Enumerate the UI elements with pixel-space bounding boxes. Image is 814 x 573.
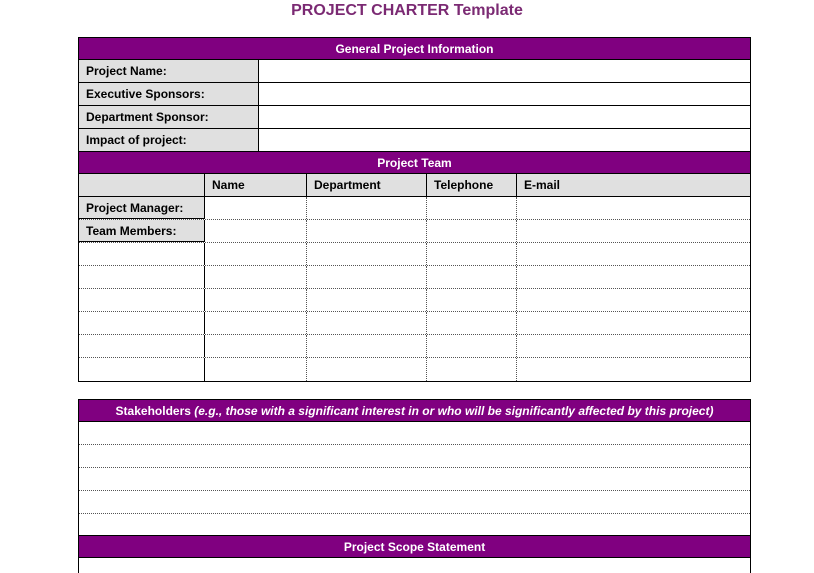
project-manager-label: Project Manager: bbox=[79, 197, 205, 219]
member-name-cell[interactable] bbox=[205, 266, 307, 288]
team-row-manager bbox=[79, 197, 750, 220]
member-name-cell[interactable] bbox=[205, 335, 307, 357]
executive-sponsors-row bbox=[79, 83, 750, 106]
team-col-telephone: Telephone bbox=[427, 174, 517, 196]
stakeholders-section bbox=[78, 399, 751, 536]
member-telephone-cell[interactable] bbox=[427, 289, 517, 311]
member-email-cell[interactable] bbox=[517, 289, 750, 311]
stakeholder-line[interactable] bbox=[79, 468, 750, 491]
impact-label: Impact of project: bbox=[79, 129, 259, 151]
team-members-label: Team Members: bbox=[79, 220, 205, 242]
member-department-cell[interactable] bbox=[307, 289, 427, 311]
stakeholders-header-title: Stakeholders bbox=[115, 404, 191, 418]
manager-telephone-cell[interactable] bbox=[427, 197, 517, 219]
team-row bbox=[79, 289, 750, 312]
member-telephone-cell[interactable] bbox=[427, 312, 517, 334]
member-telephone-cell[interactable] bbox=[427, 358, 517, 381]
team-col-department: Department bbox=[307, 174, 427, 196]
member-telephone-cell[interactable] bbox=[427, 243, 517, 265]
team-column-headers bbox=[79, 174, 750, 197]
member-email-cell[interactable] bbox=[517, 266, 750, 288]
charter-form-top bbox=[78, 37, 751, 382]
member-name-cell[interactable] bbox=[205, 220, 307, 242]
impact-row bbox=[79, 129, 750, 152]
stakeholder-line[interactable] bbox=[79, 422, 750, 445]
team-row bbox=[79, 243, 750, 266]
document-title: PROJECT CHARTER Template bbox=[291, 2, 523, 19]
team-role-cell bbox=[79, 312, 205, 334]
member-department-cell[interactable] bbox=[307, 335, 427, 357]
stakeholder-line[interactable] bbox=[79, 491, 750, 514]
team-role-cell bbox=[79, 289, 205, 311]
team-row bbox=[79, 335, 750, 358]
team-role-cell bbox=[79, 335, 205, 357]
member-telephone-cell[interactable] bbox=[427, 266, 517, 288]
team-row bbox=[79, 358, 750, 381]
department-sponsor-field[interactable] bbox=[259, 106, 750, 128]
manager-department-cell[interactable] bbox=[307, 197, 427, 219]
general-info-header: General Project Information bbox=[79, 38, 750, 60]
member-email-cell[interactable] bbox=[517, 358, 750, 381]
team-role-cell bbox=[79, 358, 205, 381]
team-row bbox=[79, 266, 750, 289]
project-name-label: Project Name: bbox=[79, 60, 259, 82]
member-email-cell[interactable] bbox=[517, 243, 750, 265]
member-name-cell[interactable] bbox=[205, 312, 307, 334]
executive-sponsors-field[interactable] bbox=[259, 83, 750, 105]
member-department-cell[interactable] bbox=[307, 243, 427, 265]
member-department-cell[interactable] bbox=[307, 358, 427, 381]
member-email-cell[interactable] bbox=[517, 220, 750, 242]
impact-field[interactable] bbox=[259, 129, 750, 151]
stakeholder-line[interactable] bbox=[79, 445, 750, 468]
stakeholders-header-note: (e.g., those with a significant interest in or who will be significantly affected by this project) bbox=[194, 404, 714, 418]
scope-line[interactable] bbox=[79, 558, 750, 573]
team-role-cell bbox=[79, 243, 205, 265]
stakeholders-header bbox=[79, 400, 750, 422]
project-name-field[interactable] bbox=[259, 60, 750, 82]
member-email-cell[interactable] bbox=[517, 312, 750, 334]
member-department-cell[interactable] bbox=[307, 266, 427, 288]
member-telephone-cell[interactable] bbox=[427, 335, 517, 357]
member-department-cell[interactable] bbox=[307, 220, 427, 242]
project-name-row bbox=[79, 60, 750, 83]
executive-sponsors-label: Executive Sponsors: bbox=[79, 83, 259, 105]
project-team-header: Project Team bbox=[79, 152, 750, 174]
member-telephone-cell[interactable] bbox=[427, 220, 517, 242]
team-col-email: E-mail bbox=[524, 178, 561, 192]
member-name-cell[interactable] bbox=[205, 243, 307, 265]
member-name-cell[interactable] bbox=[205, 289, 307, 311]
member-name-cell[interactable] bbox=[205, 358, 307, 381]
team-col-role bbox=[79, 174, 205, 196]
team-role-cell bbox=[79, 266, 205, 288]
team-col-name: Name bbox=[205, 174, 307, 196]
scope-section bbox=[78, 535, 751, 573]
member-email-cell[interactable] bbox=[517, 335, 750, 357]
department-sponsor-row bbox=[79, 106, 750, 129]
member-department-cell[interactable] bbox=[307, 312, 427, 334]
team-row-members bbox=[79, 220, 750, 243]
manager-email-cell[interactable] bbox=[517, 197, 750, 219]
department-sponsor-label: Department Sponsor: bbox=[79, 106, 259, 128]
manager-name-cell[interactable] bbox=[205, 197, 307, 219]
team-row bbox=[79, 312, 750, 335]
scope-header: Project Scope Statement bbox=[79, 536, 750, 558]
